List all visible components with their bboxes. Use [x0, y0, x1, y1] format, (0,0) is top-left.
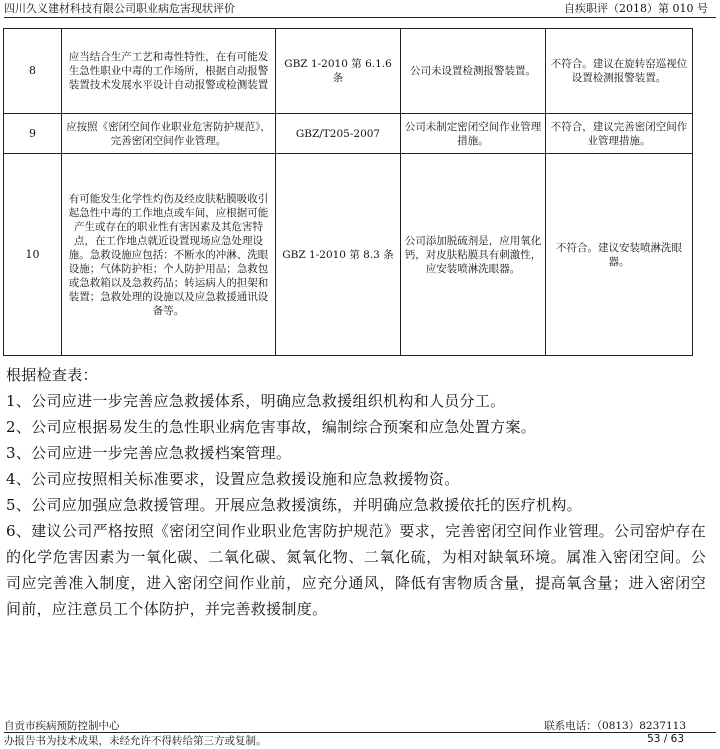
row-number: 10: [4, 154, 62, 356]
footer-phone: 联系电话：（0813）8237113: [544, 720, 686, 732]
checklist-table: [3, 28, 693, 356]
recommendation-item: 2、公司应根据易发生的急性职业病危害事故，编制综合预案和应急处置方案。: [6, 418, 537, 436]
page-footer: [4, 718, 716, 748]
fact-cell: 公司添加脱硫剂是，应用氧化钙，对皮肤粘膜具有刺激性，应安装喷淋洗眼器。: [401, 154, 546, 356]
standard-cell: GBZ 1-2010 第 8.3 条: [276, 154, 401, 356]
table-row: [4, 114, 693, 154]
header-title: 四川久义建材科技有限公司职业病危害现状评价: [4, 2, 235, 15]
recommendation-item: 3、公司应进一步完善应急救援档案管理。: [6, 444, 292, 462]
standard-cell: GBZ 1-2010 第 6.1.6 条: [276, 29, 401, 114]
result-cell: 不符合。建议安装喷淋洗眼器。: [546, 154, 693, 356]
page-number: 53 / 63: [647, 733, 684, 745]
recommendations-intro: 根据检查表：: [6, 366, 98, 384]
footer-org: 自贡市疾病预防控制中心: [4, 720, 120, 732]
recommendations: [6, 362, 706, 622]
fact-cell: 公司未制定密闭空间作业管理措施。: [401, 114, 546, 154]
recommendation-item: 1、公司应进一步完善应急救援体系，明确应急救援组织机构和人员分工。: [6, 392, 506, 410]
report-number: 自疾职评（2018）第 010 号: [564, 2, 708, 15]
row-number: 9: [4, 114, 62, 154]
recommendation-item: 6、建议公司严格按照《密闭空间作业职业危害防护规范》要求，完善密闭空间作业管理。公司窑炉存在的化学危害因素为一氧化碳、二氧化碳、氮氧化物、二氧化硫，为相对缺氧环境。属准入密闭空间。公司应完善准入制度，进入密闭空间作业前，应充分通风，降低有害物质含量，提高氧含量；进入密闭空间前，应注意员工个体防护，并完善救援制度。: [6, 522, 706, 618]
requirement-cell: 有可能发生化学性灼伤及经皮肤粘膜吸收引起急性中毒的工作地点或车间，应根据可能产生或存在的职业性有害因素及其危害特点，在工作地点就近设置现场应急处理设施。急救设施应包括：不断水的冲淋、洗眼设施；气体防护柜；个人防护用品；急救包或急救箱以及急救药品；转运病人的担架和装置；急救处理的设施以及应急救援通讯设备等。: [62, 154, 276, 356]
footer-notice: 办报告书为技术成果，未经允许不得转给第三方或复制。: [4, 735, 267, 747]
table-row: [4, 29, 693, 114]
result-cell: 不符合。建议在旋转窑巡视位设置检测报警装置。: [546, 29, 693, 114]
requirement-cell: 应当结合生产工艺和毒性特性，在有可能发生急性职业中毒的工作场所，根据自动报警装置技术发展水平设计自动报警或检测装置: [62, 29, 276, 114]
standard-cell: GBZ/T205-2007: [276, 114, 401, 154]
recommendation-item: 5、公司应加强应急救援管理。开展应急救援演练，并明确应急救援依托的医疗机构。: [6, 496, 582, 514]
recommendation-item: 4、公司应按照相关标准要求，设置应急救援设施和应急救援物资。: [6, 470, 460, 488]
page-header: [4, 0, 716, 18]
requirement-cell: 应按照《密闭空间作业职业危害防护规范》，完善密闭空间作业管理。: [62, 114, 276, 154]
result-cell: 不符合，建议完善密闭空间作业管理措施。: [546, 114, 693, 154]
fact-cell: 公司未设置检测报警装置。: [401, 29, 546, 114]
row-number: 8: [4, 29, 62, 114]
table-row: [4, 154, 693, 356]
